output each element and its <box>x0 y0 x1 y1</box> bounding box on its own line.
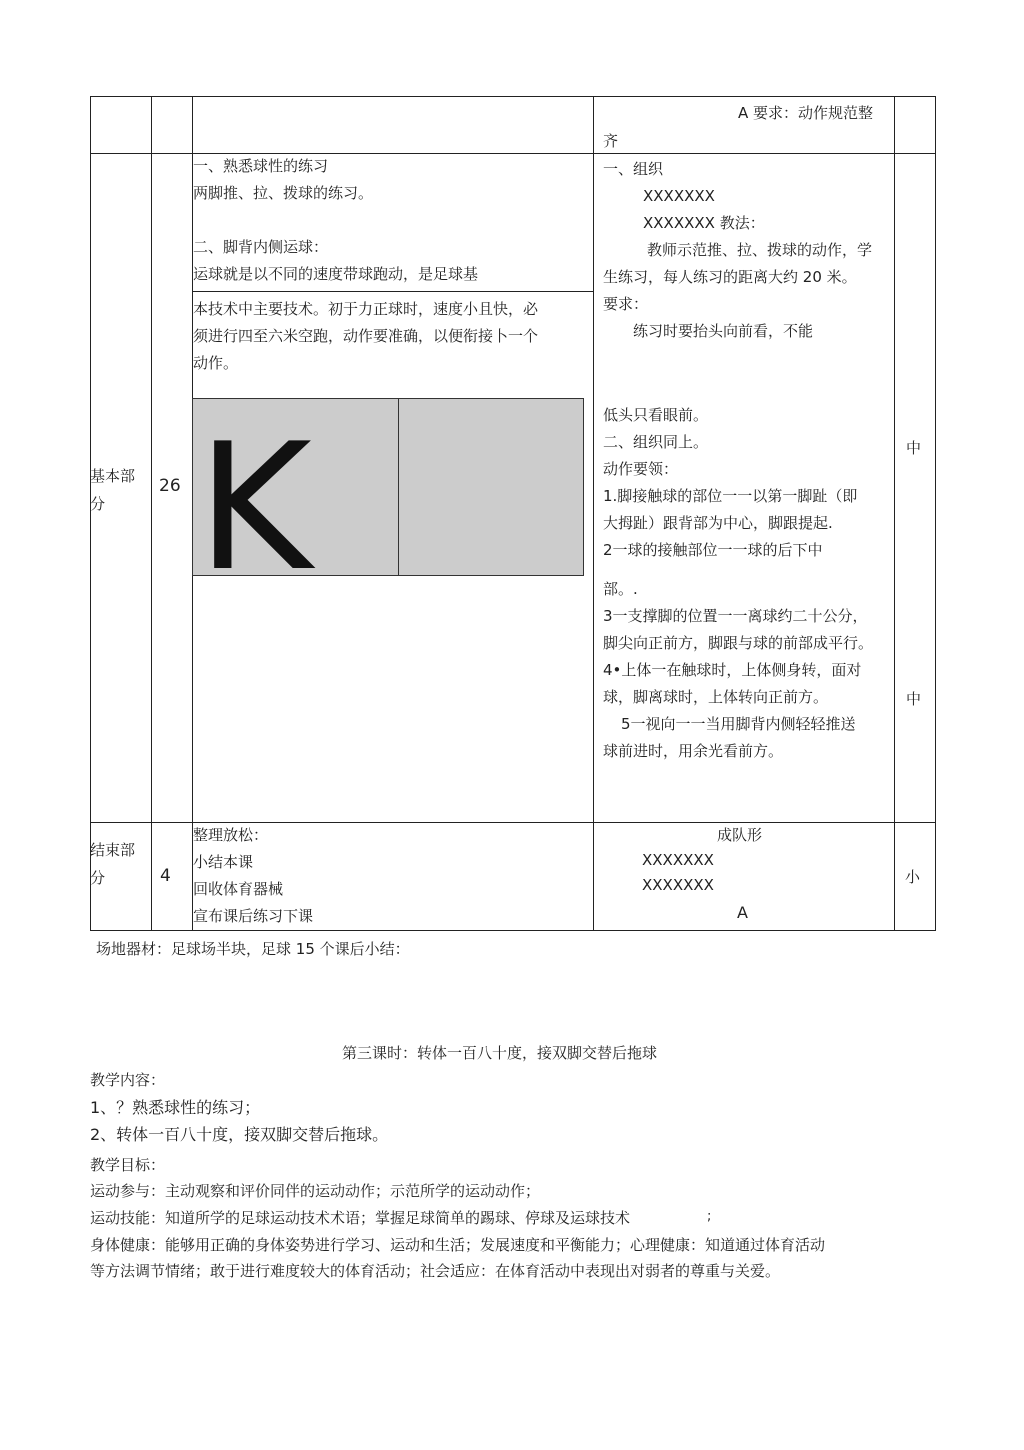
section-label-line: 分 <box>90 869 106 887</box>
org-line: 部。. <box>603 580 638 598</box>
org-line: 动作要领： <box>603 460 679 478</box>
org-line: 二、组织同上。 <box>603 433 709 451</box>
organization-text-block-2 <box>603 402 857 564</box>
section-label-line: 分 <box>90 495 106 513</box>
table-col-divider <box>151 96 152 931</box>
minutes-value: 26 <box>159 476 181 496</box>
content-line: 动作。 <box>193 354 239 372</box>
content-inner-divider <box>192 291 593 292</box>
equipment-note: 场地器材：足球场半块，足球 15 个课后小结： <box>96 940 410 958</box>
content-line: 两脚推、拉、拨球的练习。 <box>193 184 374 202</box>
content-line: 一、熟悉球性的练习 <box>193 157 329 175</box>
org-line: 练习时要抬头向前看，不能 <box>633 322 814 340</box>
content-line: 小结本课 <box>193 853 254 871</box>
org-line: 脚尖向正前方，脚跟与球的前部成平行。 <box>603 634 874 652</box>
intensity-value: 小 <box>905 868 921 886</box>
requirement-text-cont: 齐 <box>603 132 619 150</box>
org-line: 生练习，每人练习的距离大约 20 米。 <box>603 268 857 286</box>
intensity-value: 中 <box>906 439 922 457</box>
table-border-bottom <box>90 930 936 931</box>
table-col-divider <box>894 96 895 931</box>
org-line: XXXXXXX <box>643 187 715 205</box>
diagram-divider <box>398 399 399 575</box>
content-line: 整理放松： <box>193 826 269 844</box>
ending-content-block <box>193 822 313 930</box>
org-line: 要求： <box>603 295 649 313</box>
formation-row: XXXXXXX <box>642 876 714 894</box>
content-line: 二、脚背内侧运球： <box>193 238 329 256</box>
org-line: 3一支撑脚的位置一一离球约二十公分， <box>603 607 868 625</box>
goals-heading: 教学目标： <box>90 1156 166 1174</box>
table-col-divider <box>593 96 594 931</box>
content-line: 宣布课后练习下课 <box>193 907 314 925</box>
section-label <box>90 836 135 892</box>
goal-line: 运动技能：知道所学的足球运动技术术语；掌握足球简单的踢球、停球及运球技术 <box>90 1209 631 1227</box>
section-label-line: 基本部 <box>90 467 136 485</box>
org-line: 大拇趾）跟背部为中心，脚跟提起. <box>603 514 833 532</box>
diagram-letter: K <box>197 407 312 576</box>
content-item: 1、？熟悉球性的练习； <box>90 1098 261 1117</box>
organization-text-block <box>603 156 872 345</box>
org-line: 5一视向一一当用脚背内侧轻轻推送 <box>621 715 856 733</box>
formation-teacher: A <box>737 903 748 922</box>
minutes-value: 4 <box>160 866 171 886</box>
goal-line: 运动参与：主动观察和评价同伴的运动动作；示范所学的运动动作； <box>90 1182 541 1200</box>
content-line <box>193 207 478 234</box>
formation-label: 成队形 <box>717 826 763 844</box>
content-line: 本技术中主要技术。初于力正球时，速度小且快，必 <box>193 300 539 318</box>
content-line: 须进行四至六米空跑，动作要准确，以便衔接卜一个 <box>193 327 539 345</box>
section-label-line: 结束部 <box>90 841 136 859</box>
org-line: 4•上体一在触球时，上体侧身转，面对 <box>603 661 862 679</box>
org-line: 低头只看眼前。 <box>603 406 709 424</box>
content-item: 2、转体一百八十度，接双脚交替后拖球。 <box>90 1125 389 1144</box>
content-line: 运球就是以不同的速度带球跑动，是足球基 <box>193 265 479 283</box>
section-label <box>90 462 135 518</box>
content-text-block-2 <box>193 296 538 377</box>
content-text-block <box>193 153 478 288</box>
goal-line-tail: ; <box>707 1209 712 1224</box>
org-line: 教师示范推、拉、拨球的动作，学 <box>647 241 873 259</box>
requirement-text: A 要求：动作规范整 <box>738 104 874 122</box>
content-line: 回收体育器械 <box>193 880 284 898</box>
intensity-value: 中 <box>906 690 922 708</box>
content-heading: 教学内容： <box>90 1071 166 1089</box>
table-border-top <box>90 96 936 97</box>
goal-line: 等方法调节情绪；敢于进行难度较大的体育活动；社会适应：在体育活动中表现出对弱者的尊重与关爱。 <box>90 1262 781 1280</box>
goal-line: 身体健康：能够用正确的身体姿势进行学习、运动和生活；发展速度和平衡能力；心理健康：知道通过体育活动 <box>90 1236 826 1254</box>
org-line: 2一球的接触部位一一球的后下中 <box>603 541 823 559</box>
org-line: 1.脚接触球的部位一一以第一脚趾（即 <box>603 487 858 505</box>
org-line: 一、组织 <box>603 160 664 178</box>
table-border-right <box>935 96 936 931</box>
org-line: 球前进时，用余光看前方。 <box>603 742 784 760</box>
lesson-title: 第三课时：转体一百八十度，接双脚交替后拖球 <box>342 1044 658 1062</box>
diagram-image <box>192 398 584 576</box>
org-line: XXXXXXX 教法： <box>643 214 765 232</box>
organization-text-block-3 <box>603 576 873 765</box>
org-line: 球，脚离球时，上体转向正前方。 <box>603 688 829 706</box>
formation-row: XXXXXXX <box>642 851 714 869</box>
